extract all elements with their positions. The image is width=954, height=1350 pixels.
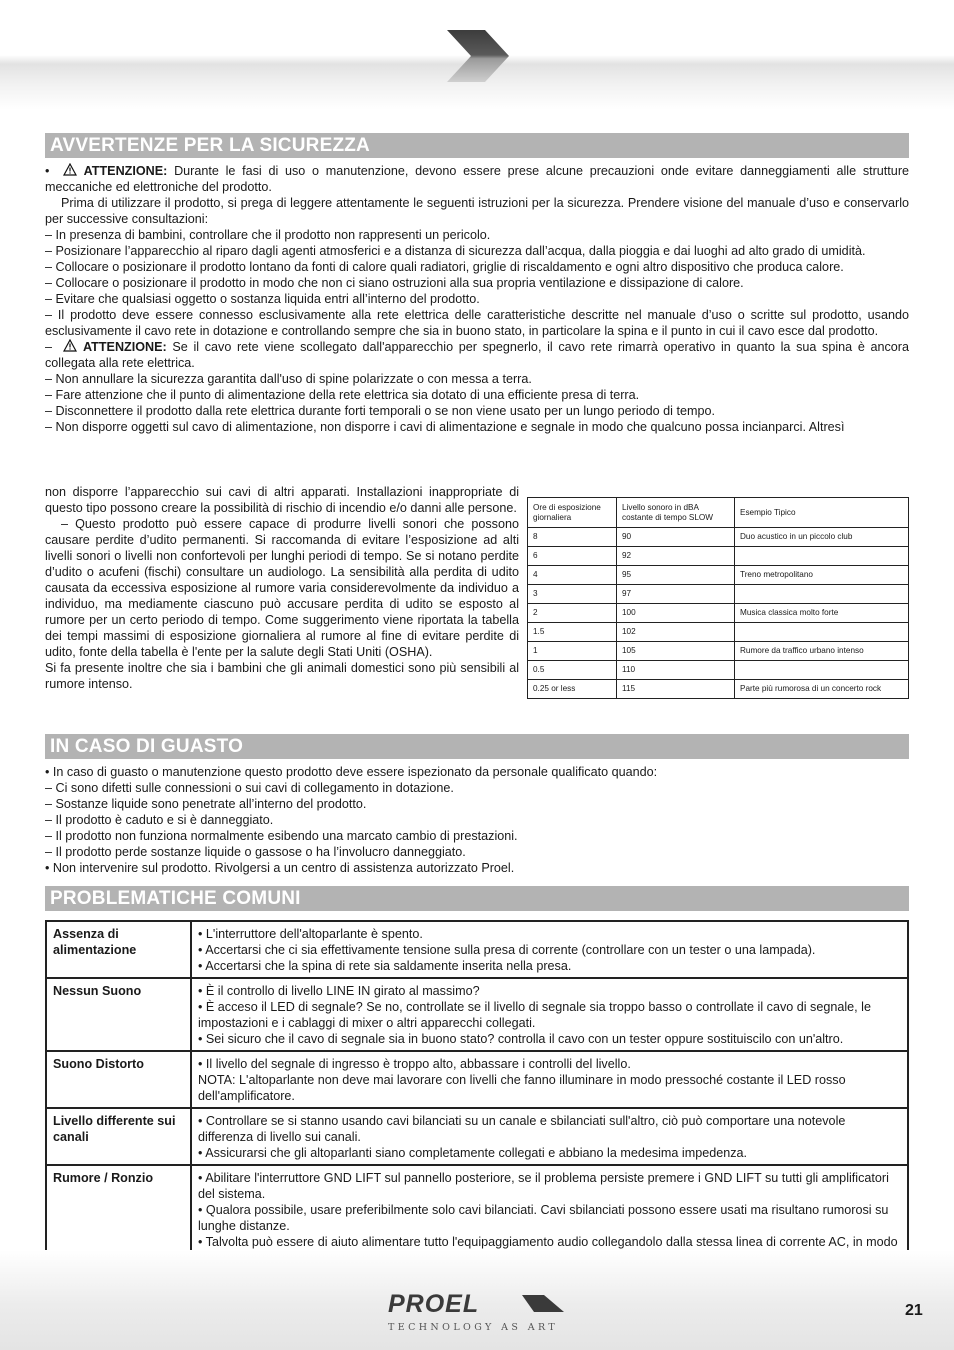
table-row <box>528 604 909 623</box>
list-item: – Ci sono difetti sulle connessioni o sui cavi di collegamento in dotazione. <box>45 781 454 795</box>
list-item: – Posizionare l’apparecchio al riparo dagli agenti atmosferici e a distanza di sicurezza dall’acqua, dalla pioggia e dai luoghi ad alto grado di umidità. <box>45 244 866 258</box>
warning-triangle-icon <box>63 163 77 176</box>
table-row <box>46 921 908 978</box>
table-cell: 100 <box>617 604 735 623</box>
table-cell: 3 <box>528 585 617 604</box>
table-cell: 90 <box>617 528 735 547</box>
table-cell: 97 <box>617 585 735 604</box>
table-row <box>528 680 909 699</box>
table-cell <box>735 547 909 566</box>
problem-cell: Assenza di alimentazione <box>46 921 191 978</box>
table-row <box>528 661 909 680</box>
list-item: – Il prodotto non funziona normalmente esibendo una marcato cambio di prestazioni. <box>45 829 518 843</box>
table-cell: 2 <box>528 604 617 623</box>
table-cell: 1 <box>528 642 617 661</box>
section-title-safety: AVVERTENZE PER LA SICUREZZA <box>45 133 909 158</box>
table-row <box>528 623 909 642</box>
list-item: – Disconnettere il prodotto dalla rete elettrica durante forti temporali o se non viene usato per un lungo periodo di tempo. <box>45 404 715 418</box>
section-title-problems: PROBLEMATICHE COMUNI <box>45 886 909 911</box>
list-item: • In caso di guasto o manutenzione questo prodotto deve essere ispezionato da personale qualificato quando: <box>45 765 658 779</box>
table-header: Esempio Tipico <box>735 498 909 528</box>
table-cell: 8 <box>528 528 617 547</box>
list-item: – Non disporre oggetti sul cavo di alimentazione, non disporre i cavi di alimentazione e segnale in modo che qualcuno possa incianparci. Altresì <box>45 420 845 434</box>
solution-cell: • È il controllo di livello LINE IN girato al massimo? • È acceso il LED di segnale? Se no, controllate se il livello di segnale sia troppo basso o controllate il cavo di segnale, le impostazioni e i cablaggi di mixer o altri apparecchi collegati. • Sei sicuro che il cavo di segnale sia in buono stato? controlla il cavo con un tester oppure sostituiscilo con un'altro. <box>191 978 908 1051</box>
table-cell: 102 <box>617 623 735 642</box>
table-row <box>528 642 909 661</box>
table-cell: 92 <box>617 547 735 566</box>
problem-cell: Suono Distorto <box>46 1051 191 1108</box>
warning-triangle-icon <box>63 339 77 352</box>
safety-wrap-text <box>45 484 519 692</box>
table-header: Livello sonoro in dBA costante di tempo SLOW <box>617 498 735 528</box>
list-item: – Il prodotto perde sostanze liquide o gassose o ha l’involucro danneggiato. <box>45 845 466 859</box>
table-cell <box>735 661 909 680</box>
chevron-arrow-icon <box>445 28 511 84</box>
table-cell: 0.5 <box>528 661 617 680</box>
page-number: 21 <box>905 1302 923 1319</box>
solution-cell: • Il livello del segnale di ingresso è troppo alto, abbassare i controlli del livello. NOTA: L'altoparlante non deve mai lavorare con livelli che fanno illuminare in modo pressoché costante il LED rosso dell'amplificatore. <box>191 1051 908 1108</box>
table-cell: 95 <box>617 566 735 585</box>
table-cell <box>735 585 909 604</box>
table-cell: Musica classica molto forte <box>735 604 909 623</box>
logo-tagline: TECHNOLOGY AS ART <box>388 1322 559 1333</box>
table-header-row <box>528 498 909 528</box>
list-item: – Sostanze liquide sono penetrate all’interno del prodotto. <box>45 797 367 811</box>
solution-cell: • Abilitare l'interruttore GND LIFT sul pannello posteriore, se il problema persiste premere i GND LIFT su tutti gli amplificatori del sistema. • Qualora possibile, usare preferibilmente solo cavi bilanciati. Cavi sbilanciati possono essere usati ma risultano rumorosi su lunghe distanze. • Talvolta può essere di aiuto alimentare tutto l'equipaggiamento audio collegandolo dalla stessa linea di corrente AC, in modo <box>191 1165 908 1270</box>
logo-wordmark: PROEL <box>388 1290 480 1318</box>
safety-intro: • ATTENZIONE: Durante le fasi di uso o manutenzione, devono essere prese alcune precauzioni onde evitare danneggiamenti alle strutture meccaniche ed elettroniche del prodotto. <box>45 164 910 194</box>
solution-cell: • L'interruttore dell'altoparlante è spento. • Accertarsi che ci sia effettivamente tensione sulla presa di corrente (controllare con un tester o una lampada). • Accertarsi che la spina di rete sia saldamente inserita nella presa. <box>191 921 908 978</box>
list-item: – Fare attenzione che il punto di alimentazione della rete elettrica sia dotato di una efficiente presa di terra. <box>45 388 640 402</box>
problem-cell: Nessun Suono <box>46 978 191 1051</box>
safety-intro-2: Prima di utilizzare il prodotto, si prega di leggere attentamente le seguenti istruzioni per la sicurezza. Prendere visione del manuale d’uso e conservarlo per successive consultazioni: <box>45 196 909 226</box>
table-header: Ore di esposizione giornaliera <box>528 498 617 528</box>
list-item: – Non annullare la sicurezza garantita dall'uso di spine polarizzate o con messa a terra. <box>45 372 532 386</box>
list-item: – Il prodotto è caduto e si è danneggiato. <box>45 813 274 827</box>
table-row <box>528 585 909 604</box>
safety-body <box>45 163 909 435</box>
section-title-fault: IN CASO DI GUASTO <box>45 734 909 759</box>
table-row <box>46 978 908 1051</box>
table-cell <box>735 623 909 642</box>
table-row <box>528 528 909 547</box>
list-item: – Il prodotto deve essere connesso esclusivamente alla rete elettrica delle caratteristiche descritte nel manuale d’uso o scritte sul prodotto, usando esclusivamente il cavo rete in dotazione e controllando sempre che sia in buono stato, in particolare la spina e il punto in cui il cavo esce dal prodotto. <box>45 308 909 338</box>
table-cell: Rumore da traffico urbano intenso <box>735 642 909 661</box>
table-row <box>46 1051 908 1108</box>
table-cell: Duo acustico in un piccolo club <box>735 528 909 547</box>
list-item: – Collocare o posizionare il prodotto in modo che non ci siano ostruzioni alla sua propria ventilazione e dissipazione di calore. <box>45 276 744 290</box>
problem-cell: Rumore / Ronzio <box>46 1165 191 1270</box>
table-row <box>528 566 909 585</box>
table-cell: Parte più rumorosa di un concerto rock <box>735 680 909 699</box>
paragraph: Si fa presente inoltre che sia i bambini che gli animali domestici sono più sensibili al rumore intenso. <box>45 661 519 691</box>
logo-arrow-icon <box>522 1295 564 1312</box>
table-cell: 6 <box>528 547 617 566</box>
paragraph: non disporre l’apparecchio sui cavi di altri apparati. Installazioni inappropriate di questo tipo possono creare la possibilità di rischio di incendio e/o danni alle persone. <box>45 485 519 515</box>
table-row <box>528 547 909 566</box>
table-row <box>46 1108 908 1165</box>
paragraph: – Questo prodotto può essere capace di produrre livelli sonori che possono causare perdite d’udito permanenti. Si raccomanda di evitare l’esposizione ad alti livelli sonori o livelli non confortevoli per lunghi periodi di tempo. Se si notano perdite d’udito o acufeni (fischi) consultare un audiologo. La sensibilità alla perdita di udito causata da eccessiva esposizione al rumore varia considerevolmente da individuo a individuo, ma mediamente ciascuno può accusare perdita di udito se esposto al rumore per un certo periodo di tempo. Come suggerimento viene riportata la tabella dei tempi massimi di esposizione giornaliera al rumore al fine di evitare perdite di udito, fonte della tabella è l'ente per la salute degli Stati Uniti (OSHA). <box>45 517 519 659</box>
list-item: – Collocare o posizionare il prodotto lontano da fonti di calore quali radiatori, griglie di riscaldamento e ogni altro dispositivo che produca calore. <box>45 260 844 274</box>
solution-cell: • Controllare se si stanno usando cavi bilanciati su un canale e sbilanciati sull'altro, ciò può comportare una notevole differenza di livello sui canali. • Assicurarsi che gli altoparlanti siano completamente collegati e abbiano la medesima impedenza. <box>191 1108 908 1165</box>
noise-exposure-table <box>527 497 909 699</box>
table-cell: 1.5 <box>528 623 617 642</box>
table-cell: 4 <box>528 566 617 585</box>
table-cell: 105 <box>617 642 735 661</box>
list-item: – In presenza di bambini, controllare che il prodotto non rappresenti un pericolo. <box>45 228 491 242</box>
table-cell: Treno metropolitano <box>735 566 909 585</box>
list-item: – Evitare che qualsiasi oggetto o sostanza liquida entri all’interno del prodotto. <box>45 292 480 306</box>
fault-body <box>45 764 909 876</box>
table-cell: 110 <box>617 661 735 680</box>
troubleshooting-table <box>45 920 909 1271</box>
problem-cell: Livello differente sui canali <box>46 1108 191 1165</box>
table-cell: 0.25 or less <box>528 680 617 699</box>
proel-logo <box>386 1290 570 1334</box>
table-cell: 115 <box>617 680 735 699</box>
safety-warning-2: – ATTENZIONE: Se il cavo rete viene scollegato dall'apparecchio per spegnerlo, il cavo rete rimarrà operativo in quanto la sua spina è ancora collegata alla rete elettrica. <box>45 340 910 370</box>
list-item: • Non intervenire sul prodotto. Rivolgersi a un centro di assistenza autorizzato Proel. <box>45 861 515 875</box>
